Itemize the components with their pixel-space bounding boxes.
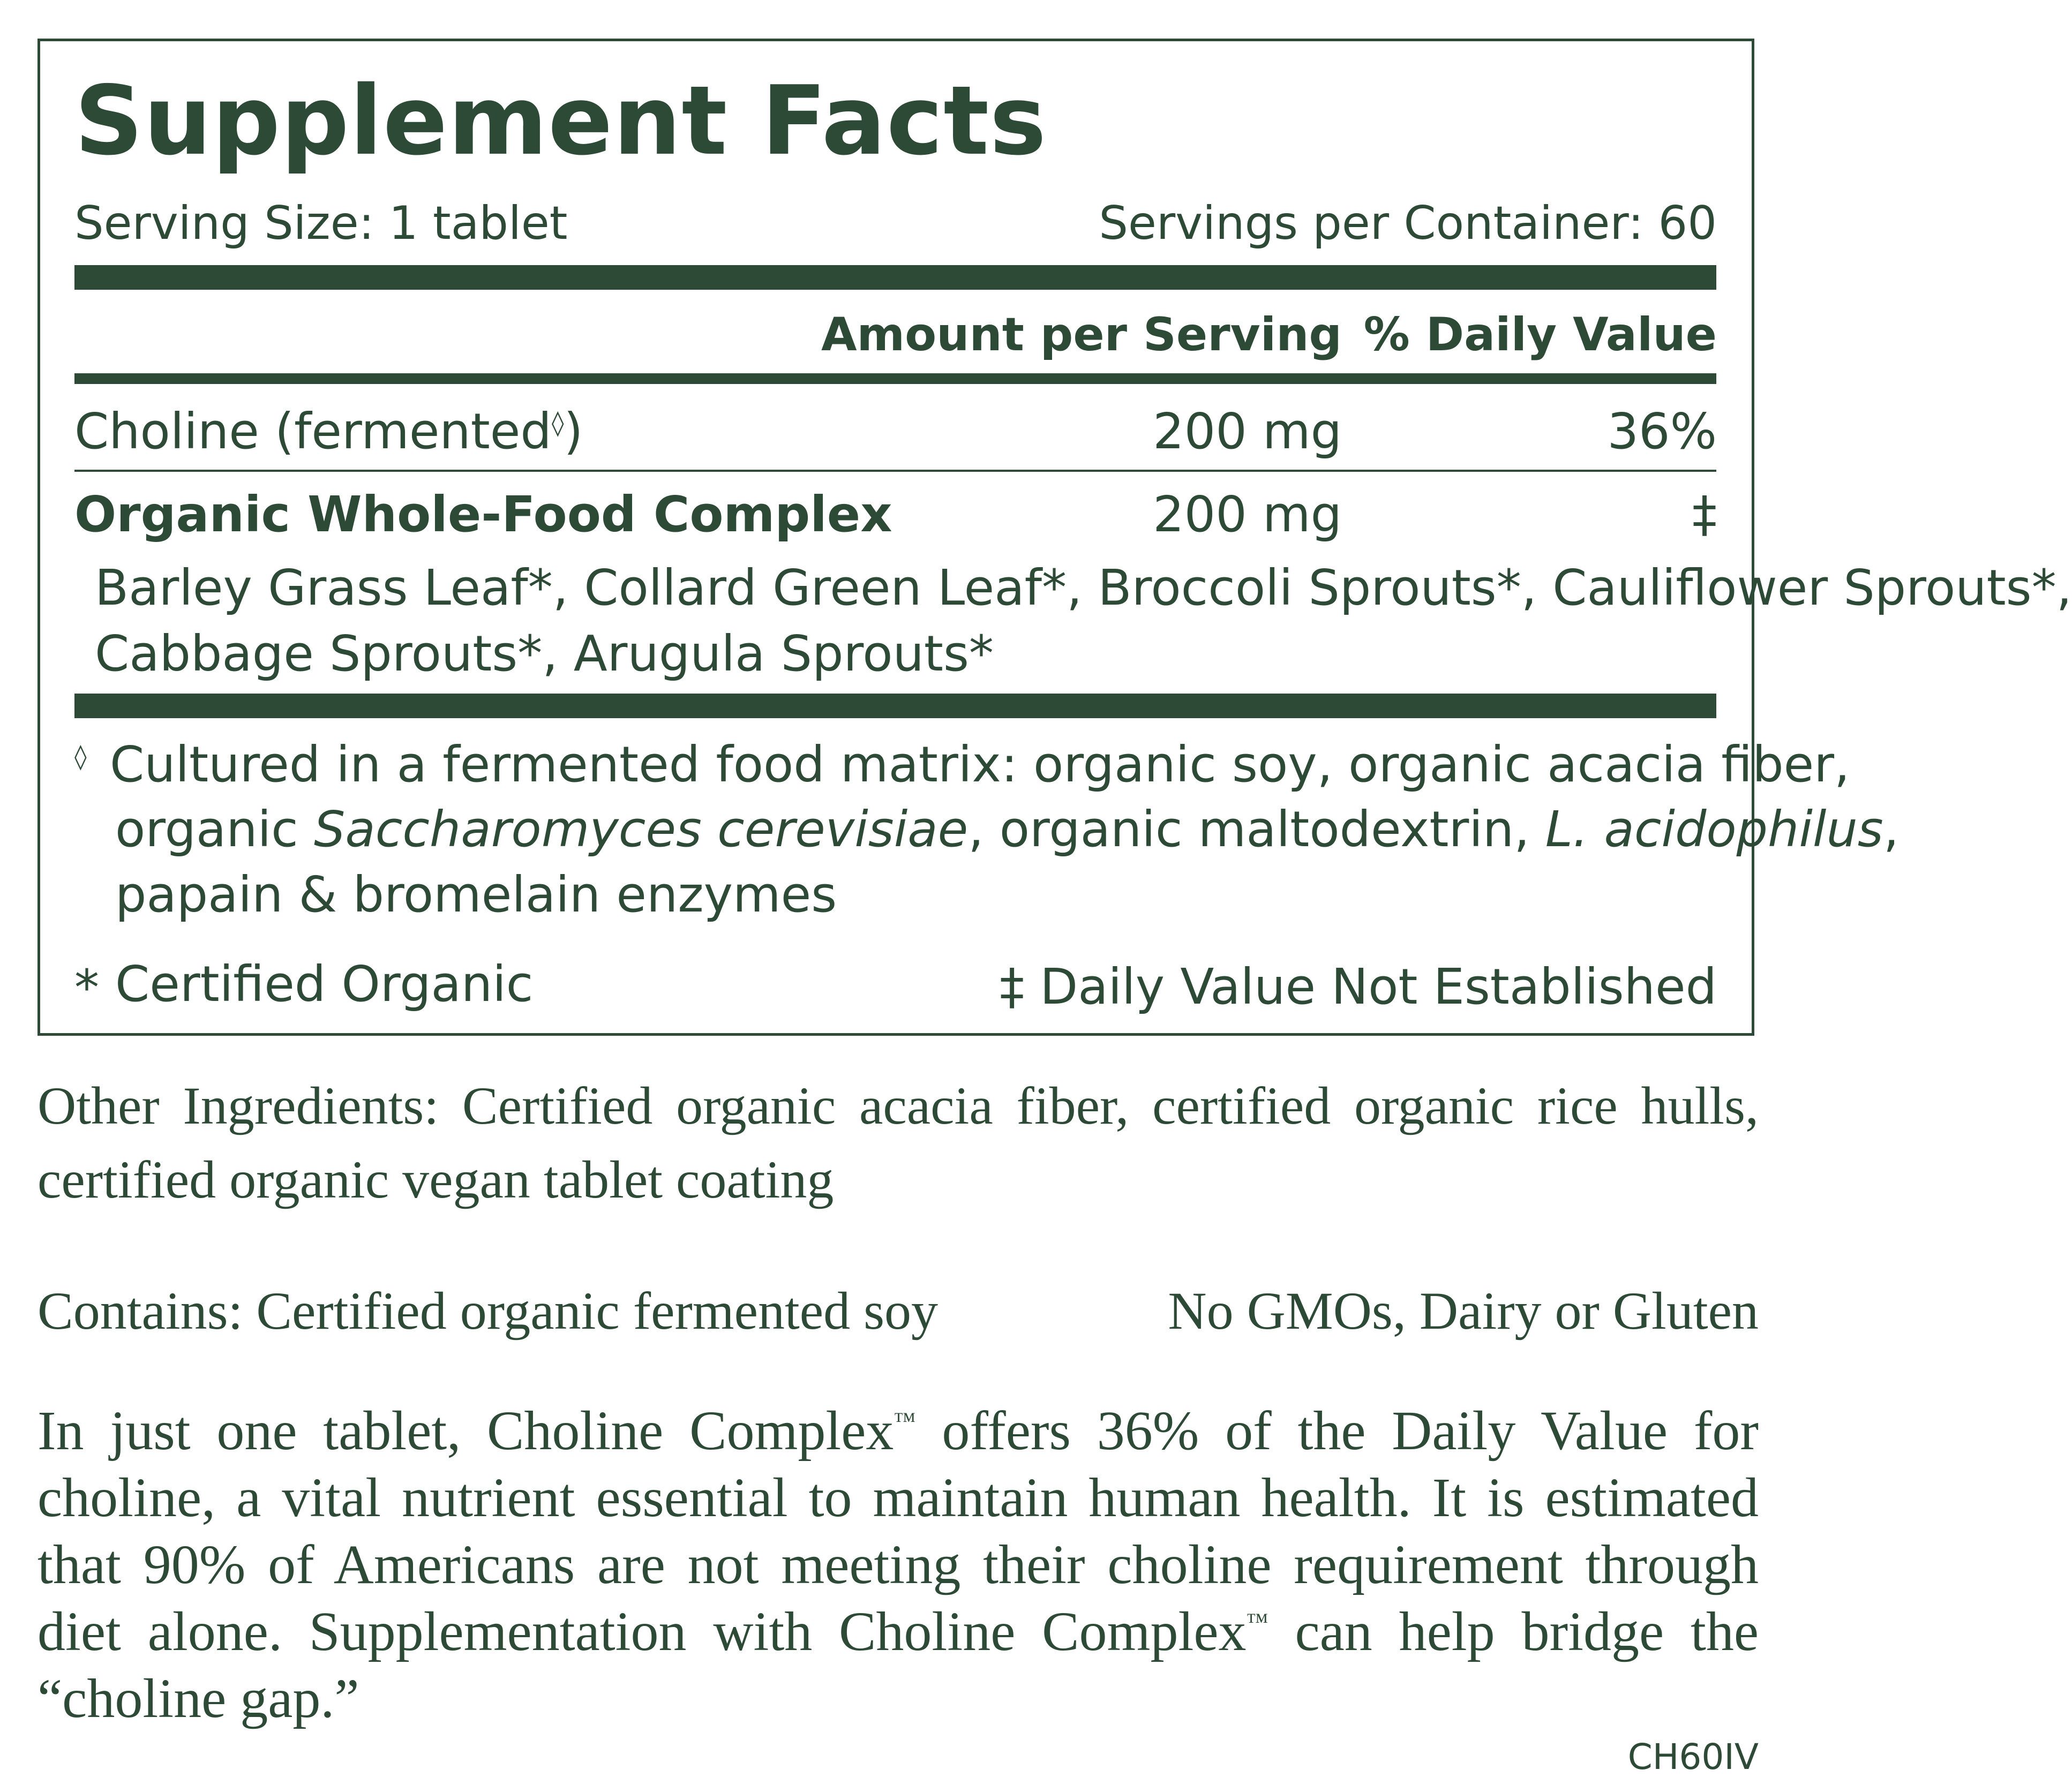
- thick-divider-top: [74, 265, 1716, 290]
- footnote-line-2: [115, 801, 1899, 858]
- nutrient-amount-choline: 200 mg: [1153, 403, 1342, 460]
- nutrient-name-text: Choline (fermented: [74, 403, 552, 460]
- complex-ingredients-line-1: Barley Grass Leaf*, Collard Green Leaf*, Broccoli Sprouts*, Cauliflower Sprouts*,: [95, 559, 2072, 616]
- description-text: In just one tablet, Choline Complex: [37, 1400, 894, 1462]
- free-from-statement: No GMOs, Dairy or Gluten: [1168, 1281, 1759, 1340]
- description-text: can help bridge the: [1268, 1601, 1759, 1662]
- footnote-species: Saccharomyces cerevisiae: [313, 801, 969, 858]
- footnote-marker: ◊: [74, 742, 87, 771]
- nutrient-dv-choline: 36%: [1607, 403, 1717, 460]
- other-ingredients-line-1: Other Ingredients: Certified organic acacia fiber, certified organic rice hulls,: [37, 1076, 1759, 1135]
- footnote-text: , organic maltodextrin,: [968, 801, 1530, 858]
- thin-divider: [74, 470, 1716, 472]
- servings-per-container: Servings per Container: 60: [1099, 197, 1717, 250]
- footnote-species: L. acidophilus: [1545, 801, 1883, 858]
- certified-organic-note: Certified Organic: [115, 955, 534, 1013]
- product-code: CH60IV: [1627, 1736, 1759, 1778]
- nutrient-name-complex: Organic Whole-Food Complex: [74, 486, 892, 543]
- thick-divider-bottom: [74, 694, 1716, 718]
- fermented-marker: ◊: [551, 408, 564, 437]
- description-text: offers 36% of the Daily Value for: [915, 1400, 1759, 1462]
- dv-not-established-note: ‡ Daily Value Not Established: [1000, 958, 1717, 1015]
- other-ingredients-line-2: certified organic vegan tablet coating: [37, 1150, 834, 1209]
- description-line-5: “choline gap.”: [37, 1668, 359, 1729]
- contains-statement: Contains: Certified organic fermented soy: [37, 1281, 939, 1340]
- nutrient-amount-complex: 200 mg: [1153, 486, 1342, 543]
- medium-divider: [74, 373, 1716, 384]
- serving-size: Serving Size: 1 tablet: [74, 197, 568, 250]
- footnote-line-1: Cultured in a fermented food matrix: organic soy, organic acacia fiber,: [110, 736, 1850, 793]
- certified-marker: *: [74, 959, 99, 1016]
- footnote-line-3: papain & bromelain enzymes: [115, 866, 837, 923]
- complex-ingredients-line-2: Cabbage Sprouts*, Arugula Sprouts*: [95, 625, 994, 682]
- description-line-3: that 90% of Americans are not meeting their choline requirement through: [37, 1534, 1759, 1595]
- header-daily-value: % Daily Value: [1363, 308, 1717, 361]
- footnote-text: ,: [1883, 801, 1899, 858]
- description-line-2: choline, a vital nutrient essential to maintain human health. It is estimated: [37, 1467, 1759, 1528]
- description-text: diet alone. Supplementation with Choline Complex: [37, 1601, 1247, 1662]
- footnote-text: organic: [115, 801, 298, 858]
- description-line-4: [37, 1601, 1759, 1662]
- nutrient-name-close: ): [564, 403, 583, 460]
- description-line-1: [37, 1400, 1759, 1462]
- supplement-facts-panel: [37, 39, 2072, 1036]
- nutrient-dv-complex: ‡: [1692, 486, 1717, 543]
- nutrient-name-choline: [74, 403, 583, 460]
- trademark-symbol: ™: [1246, 1609, 1268, 1634]
- trademark-symbol: ™: [894, 1409, 916, 1433]
- header-amount: Amount per Serving: [821, 308, 1342, 361]
- panel-title: Supplement Facts: [74, 65, 1047, 176]
